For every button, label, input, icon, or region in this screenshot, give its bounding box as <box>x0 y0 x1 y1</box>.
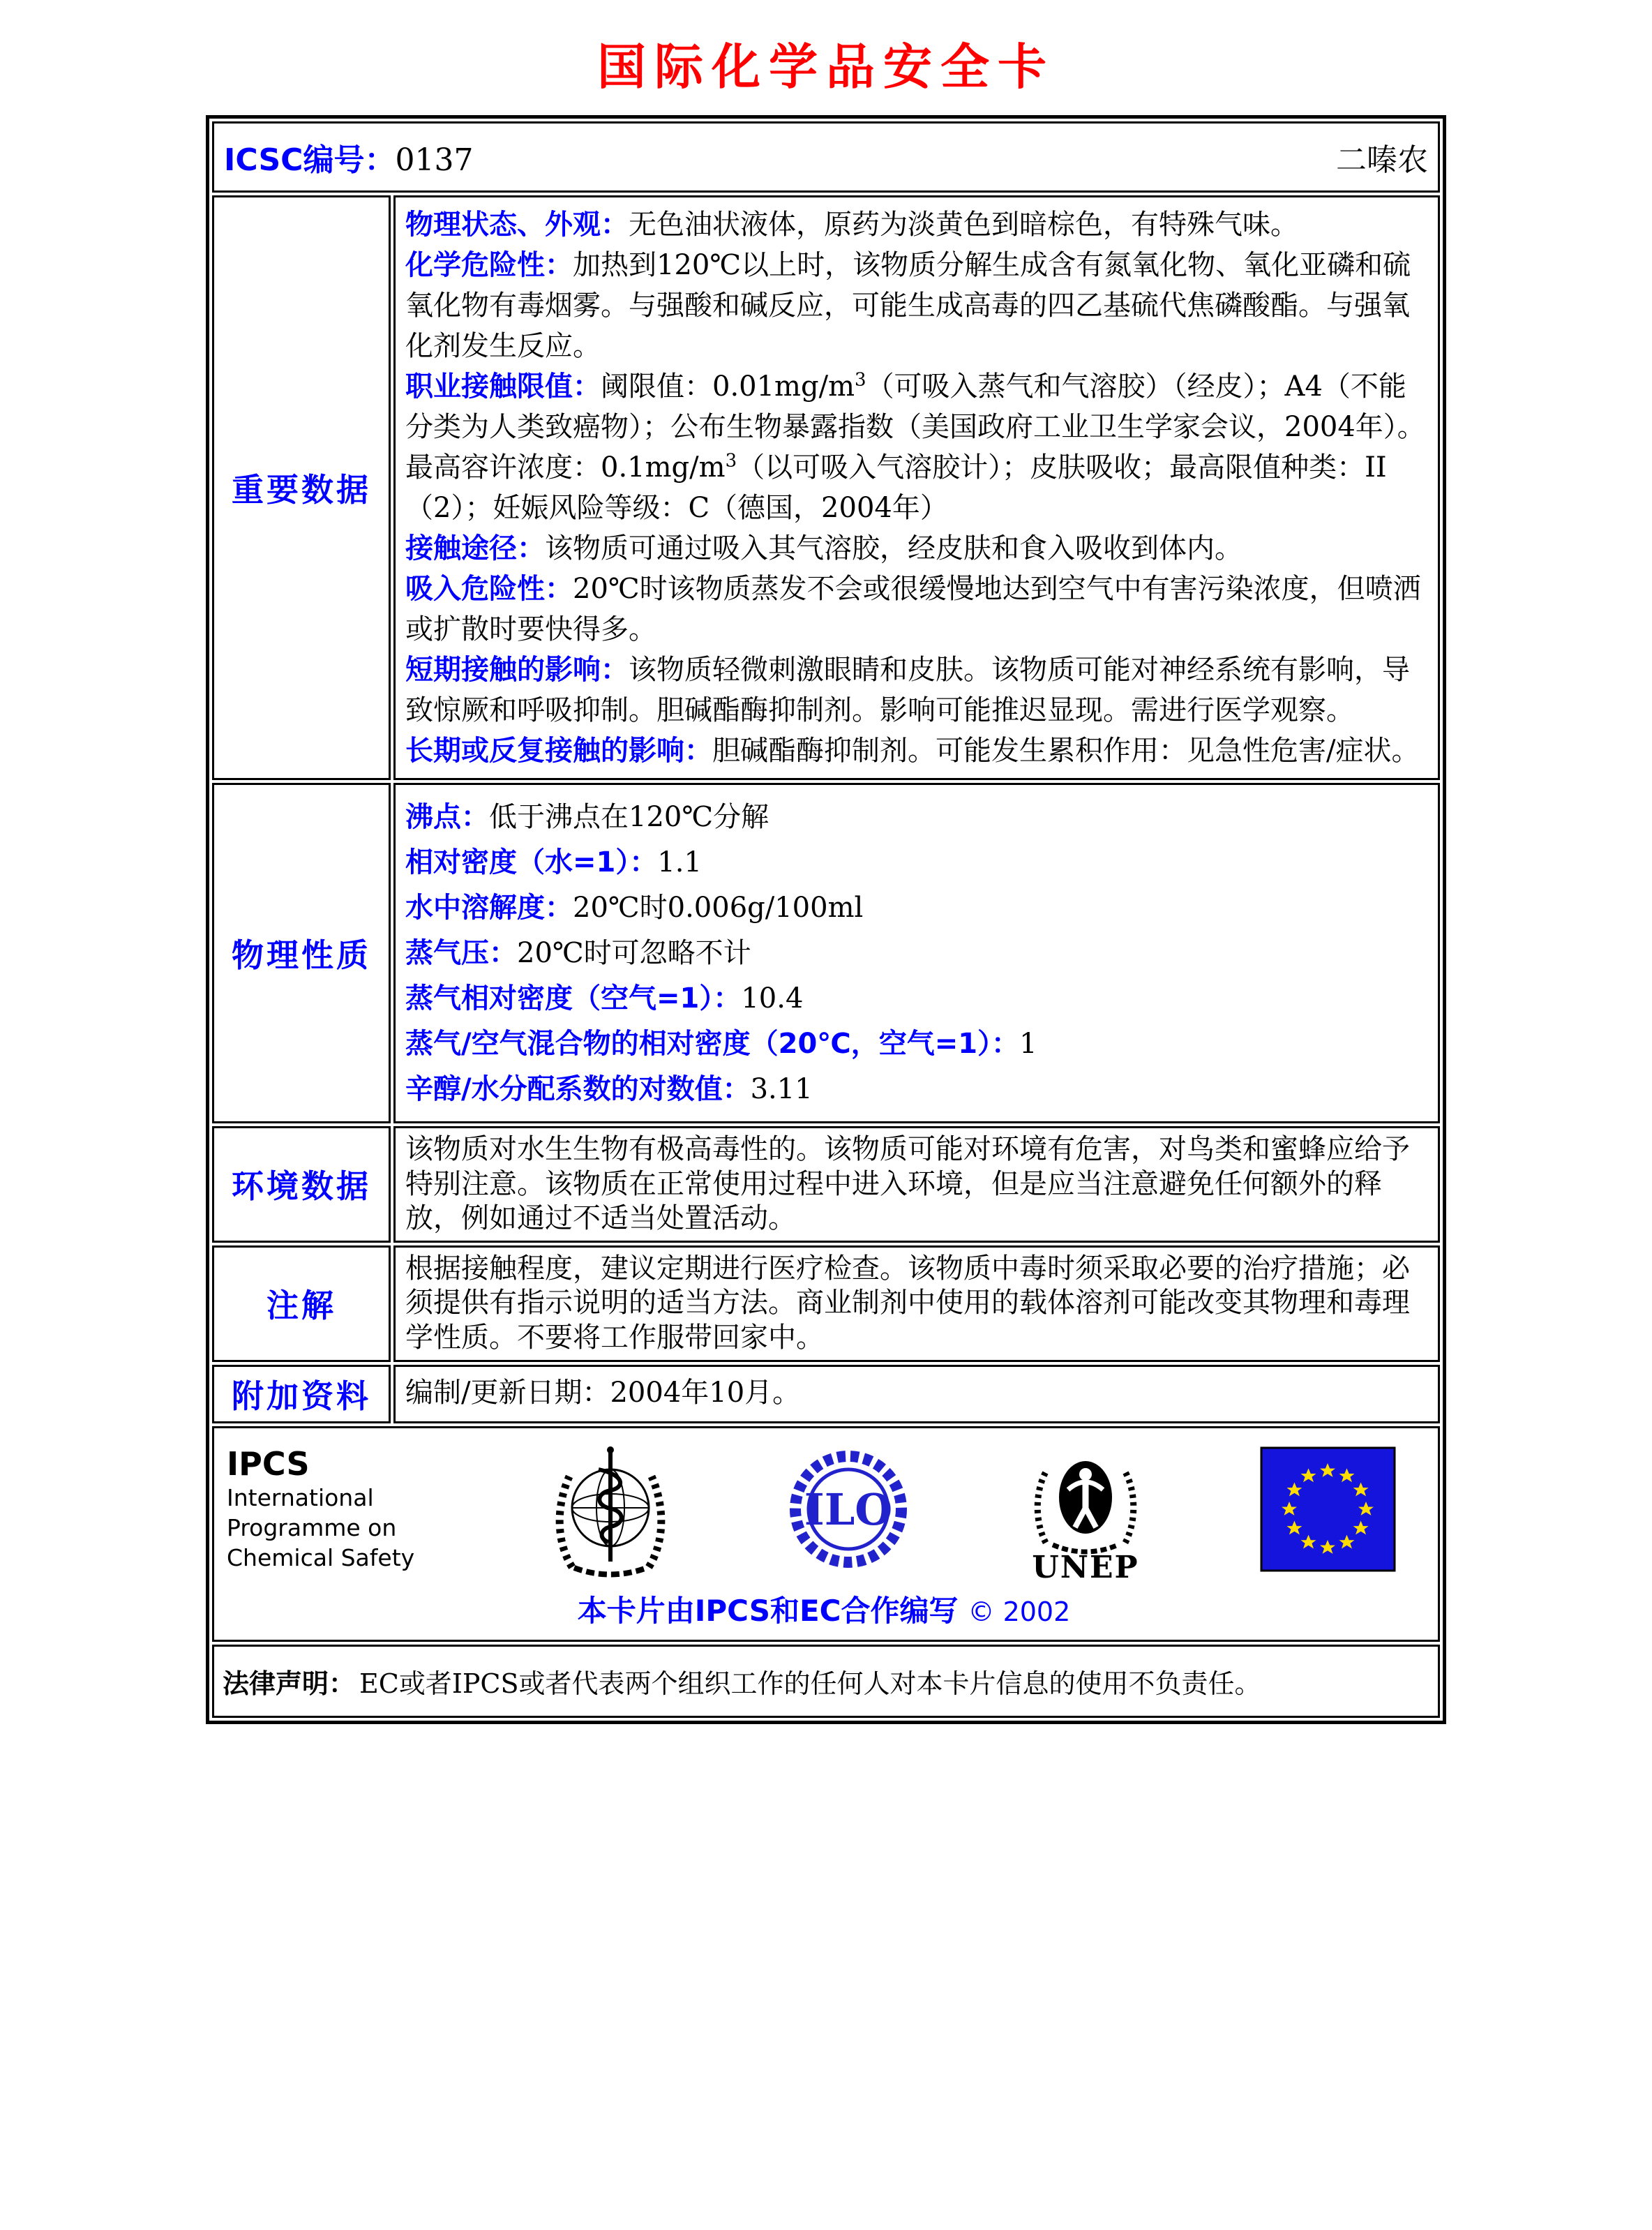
paragraph: 蒸气相对密度（空气=1）：10.4 <box>405 982 804 1015</box>
section-label-environmental-data: 环境数据 <box>212 1126 391 1243</box>
icsc-card <box>206 115 1446 1724</box>
section-label-physical-properties: 物理性质 <box>212 783 391 1123</box>
copyright: © 2002 <box>968 1596 1071 1627</box>
paragraph: 接触途径：该物质可通过吸入其气溶胶，经皮肤和食入吸收到体内。 <box>405 532 1242 564</box>
header-row <box>212 121 1440 193</box>
icsc-number-group <box>224 135 473 179</box>
paragraph: 短期接触的影响：该物质轻微刺激眼睛和皮肤。该物质可能对神经系统有影响，导致惊厥和呼吸抑制。胆碱酯酶抑制剂。影响可能推迟显现。需进行医学观察。 <box>405 654 1410 726</box>
paragraph: 长期或反复接触的影响：胆碱酯酶抑制剂。可能发生累积作用：见急性危害/症状。 <box>405 735 1420 767</box>
paragraph: 物理状态、外观：无色油状液体，原药为淡黄色到暗棕色，有特殊气味。 <box>405 209 1298 241</box>
paragraph: 沸点：低于沸点在120℃分解 <box>405 801 769 833</box>
who-icon <box>551 1442 670 1578</box>
cooperation-caption: 本卡片由IPCS和EC合作编写 © 2002 <box>577 1593 1071 1628</box>
logos-row <box>212 1426 1440 1642</box>
section-content-important-data <box>393 195 1440 780</box>
svg-text:ILO: ILO <box>804 1484 892 1536</box>
legal-notice-label: 法律声明： <box>223 1668 356 1699</box>
paragraph: 根据接触程度，建议定期进行医疗检查。该物质中毒时须采取必要的治疗措施；必须提供有指示说明的适当方法。商业制剂中使用的载体溶剂可能改变其物理和毒理学性质。不要将工作服带回家中。 <box>405 1252 1410 1354</box>
page-title: 国际化学品安全卡 <box>597 38 1055 96</box>
paragraph: 吸入危险性：20℃时该物质蒸发不会或很缓慢地达到空气中有害污染浓度，但喷洒或扩散时要快得多。 <box>405 573 1421 645</box>
chemical-name: 二嗪农 <box>1336 142 1428 178</box>
ipcs-title: IPCS <box>227 1445 310 1483</box>
paragraph: 相对密度（水=1）：1.1 <box>405 846 702 878</box>
icsc-number-label: ICSC编号： <box>224 142 396 178</box>
section-label-notes: 注解 <box>212 1245 391 1362</box>
environmental-data-row <box>212 1126 1440 1243</box>
paragraph: 职业接触限值：阈限值：$0.01mg/m^3$（可吸入蒸气和气溶胶）（经皮）；A4（不能分类为人类致癌物）；公布生物暴露指数（美国政府工业卫生学家会议，2004年）。最高容许浓度：$0.1mg/m^3$（以可吸入气溶胶计）；皮肤吸收；最高限值种类：II（2）；妊娠风险等级：C（德国，2004年） <box>405 369 1425 524</box>
section-content-additional-info <box>393 1365 1440 1423</box>
icsc-number-value: 0137 <box>395 142 474 178</box>
section-label-important-data: 重要数据 <box>212 195 391 780</box>
paragraph: 化学危险性：加热到120℃以上时，该物质分解生成含有氮氧化物、氧化亚磷和硫氧化物有毒烟雾。与强酸和碱反应，可能生成高毒的四乙基硫代焦磷酸酯。与强氧化剂发生反应。 <box>405 249 1411 362</box>
legal-row <box>212 1645 1440 1718</box>
ipcs-text-block: IPCS International Programme on Chemical Safety <box>227 1445 436 1573</box>
section-label-additional-info: 附加资料 <box>212 1365 391 1423</box>
legal-notice-text: EC或者IPCS或者代表两个组织工作的任何人对本卡片信息的使用不负责任。 <box>359 1668 1261 1699</box>
section-content-environmental-data <box>393 1126 1440 1243</box>
section-content-notes <box>393 1245 1440 1362</box>
eu-flag-icon <box>1260 1446 1396 1572</box>
physical-properties-row <box>212 783 1440 1123</box>
paragraph: 水中溶解度：20℃时0.006g/100ml <box>405 892 864 924</box>
paragraph: 蒸气/空气混合物的相对密度（20℃，空气=1）：1 <box>405 1028 1037 1060</box>
section-content-physical-properties <box>393 783 1440 1123</box>
important-data-row <box>212 195 1440 780</box>
ilo-icon <box>786 1446 911 1572</box>
paragraph: 蒸气压：20℃时可忽略不计 <box>405 937 751 969</box>
notes-row <box>212 1245 1440 1362</box>
paragraph: 该物质对水生生物有极高毒性的。该物质可能对环境有危害，对鸟类和蜜蜂应给予特别注意。该物质在正常使用过程中进入环境，但是应当注意避免任何额外的释放，例如通过不适当处置活动。 <box>405 1133 1410 1235</box>
paragraph: 编制/更新日期：2004年10月。 <box>405 1376 801 1409</box>
unep-icon <box>1026 1438 1145 1581</box>
additional-info-row <box>212 1365 1440 1423</box>
paragraph: 辛醇/水分配系数的对数值：3.11 <box>405 1073 813 1105</box>
svg-text:UNEP: UNEP <box>1032 1549 1139 1581</box>
